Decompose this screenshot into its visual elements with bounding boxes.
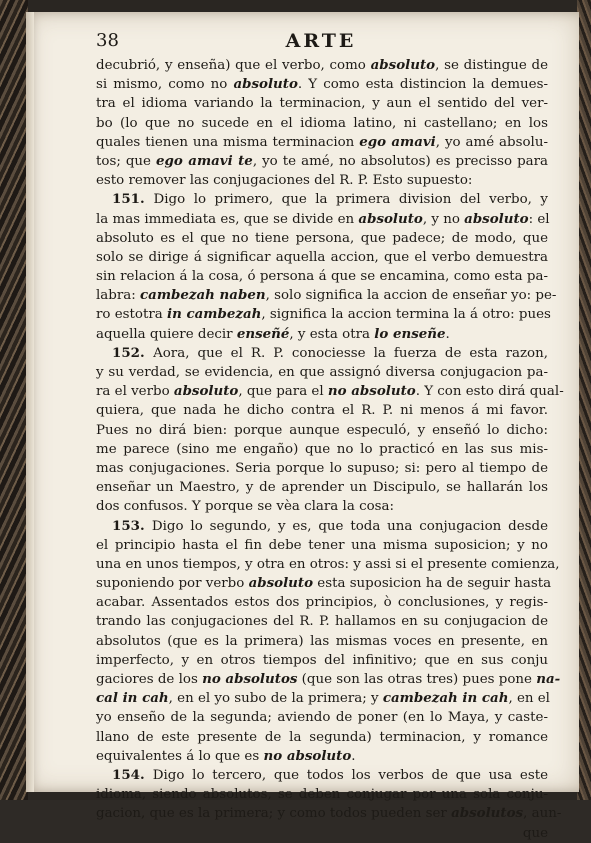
text-run: una en unos tiempos, y otra en otros: y assi si el presente comienza, — [96, 556, 560, 572]
text-run: , que para el — [238, 384, 328, 400]
text-run: dos confusos. Y porque se vèa clara la cosa: — [96, 499, 394, 515]
text-line — [96, 574, 552, 593]
text-run: tos; que — [96, 153, 157, 169]
text-line — [96, 632, 548, 651]
text-line — [96, 459, 548, 478]
text-run: . Y como esta distincion la demues- — [297, 77, 548, 93]
text-run: yo enseño de la segunda; aviendo de poner (en lo Maya, y caste- — [96, 710, 548, 726]
text-run: gaciores de los — [96, 672, 203, 687]
text-run: (que son las otras tres) pues pone — [297, 672, 537, 687]
body-text — [96, 56, 564, 843]
text-run: equivalentes á lo que es — [96, 748, 264, 764]
page-header — [96, 30, 546, 56]
text-line — [96, 689, 548, 708]
italic-term: no absolutos — [202, 671, 298, 687]
text-run: Digo lo primero, que la primera division del verbo, y — [153, 192, 548, 208]
italic-term: no absoluto — [327, 383, 416, 400]
italic-term: cambezah naben — [140, 287, 266, 304]
text-line — [96, 478, 548, 497]
text-run: bo (lo que no sucede en el idioma latino, ni castellano; en los — [96, 115, 548, 131]
text-line — [96, 210, 548, 229]
text-line — [96, 286, 557, 305]
text-run: ro estotra — [96, 307, 167, 323]
text-run: la mas immediata es, que se divide en — [96, 211, 359, 227]
text-run: Pues no dirá bien: porque aunque especuló, y enseñó lo dicho: — [96, 422, 548, 438]
text-run: que — [522, 825, 548, 841]
text-run: : el — [528, 211, 550, 227]
page-gutter — [26, 12, 34, 792]
text-line — [96, 421, 548, 440]
text-line — [96, 114, 548, 133]
text-run: si mismo, como no — [96, 77, 234, 93]
italic-term: absoluto — [464, 210, 529, 227]
text-run: solo se dirige á significar aquella accion, que el verbo demuestra — [96, 249, 548, 265]
text-run: . — [445, 326, 450, 342]
text-run: llano de este presente de la segunda) terminacion, y romance — [96, 729, 548, 745]
paragraph-number: 151. — [112, 191, 154, 208]
text-line — [96, 325, 548, 344]
marbled-endpaper-left — [0, 0, 28, 800]
text-line — [96, 248, 548, 267]
paragraph-number: 154. — [112, 766, 153, 783]
text-run: tra el idioma variando la terminacion, y aun el sentido del ver- — [96, 96, 548, 112]
text-line — [96, 824, 548, 843]
text-line — [96, 593, 548, 612]
text-run: labra: — [96, 288, 140, 304]
text-line — [96, 766, 548, 785]
text-run: trando las conjugaciones del R. P. hallamos en su conjugacion de — [96, 614, 548, 630]
text-line — [96, 190, 548, 209]
text-run: esta suposicion ha de seguir hasta — [313, 576, 552, 592]
text-run: quales tienen una misma terminacion — [96, 134, 360, 150]
text-run: decubrió, y enseña) que el verbo, como — [96, 58, 371, 73]
text-run: enseñar un Maestro, y de aprender un Discipulo, se hallarán los — [96, 480, 548, 496]
text-run: , y esta otra — [289, 326, 375, 342]
italic-term: ego amavi te — [156, 152, 253, 169]
italic-term: na- — [536, 671, 561, 687]
text-run: , en el yo subo de la primera; y — [168, 691, 383, 707]
italic-term: lo enseñe — [374, 325, 446, 342]
text-line — [96, 267, 548, 286]
text-line — [96, 344, 548, 363]
text-line — [96, 804, 562, 823]
text-line — [96, 382, 564, 401]
text-run: , se distingue de — [435, 58, 548, 73]
page-number: 38 — [96, 30, 119, 51]
text-run: , yo te amé, no absolutos) es precisso para — [252, 153, 549, 169]
text-run: . — [351, 748, 356, 764]
text-run: suponiendo por verbo — [96, 576, 249, 592]
text-line — [96, 363, 548, 382]
text-line — [96, 612, 548, 631]
text-run: , aun- — [523, 806, 562, 822]
italic-term: absolutos — [451, 805, 524, 822]
text-run: quiera, que nada he dicho contra el R. P. ni menos á mi favor. — [96, 403, 548, 419]
italic-term: absoluto — [173, 383, 239, 400]
text-line — [96, 94, 548, 113]
italic-term: absoluto — [358, 210, 423, 227]
text-run: gacion, que es la primera; y como todos pueden ser — [96, 806, 452, 822]
text-run: ra el verbo — [96, 384, 174, 400]
text-run: el principio hasta el fin debe tener una misma suposicion; y no — [96, 537, 548, 553]
text-run: . Y con esto dirá qual- — [415, 384, 564, 400]
text-run: esto remover las conjugaciones del R. P. Esto supuesto: — [96, 173, 473, 189]
italic-term: ego amavi — [359, 133, 436, 150]
text-line — [96, 440, 548, 459]
italic-term: no absoluto — [263, 747, 352, 764]
text-line — [96, 56, 548, 75]
text-line — [96, 75, 548, 94]
paragraph-number: 152. — [112, 344, 154, 361]
text-line — [96, 708, 548, 727]
text-run: y su verdad, se evidencia, en que assignó diversa conjugacion pa- — [96, 365, 548, 380]
text-line — [96, 651, 548, 670]
text-line — [96, 229, 548, 248]
text-run: sin relacion á la cosa, ó persona á que se encamina, como esta pa- — [96, 269, 548, 285]
text-run: Digo lo tercero, que todos los verbos de que usa este — [152, 767, 549, 783]
text-run: Digo lo segundo, y es, que toda una conjugacion desde — [151, 518, 548, 534]
text-line — [96, 152, 548, 171]
running-head: ARTE — [285, 30, 357, 52]
text-line — [96, 555, 560, 574]
italic-term: in cambezah — [166, 306, 262, 323]
text-run: Aora, que el R. P. conociesse la fuerza de esta razon, — [153, 345, 549, 361]
text-run: absoluto es el que no tiene persona, que padece; de modo, que — [96, 230, 548, 246]
text-line — [96, 747, 548, 766]
text-run: imperfecto, y en otros tiempos del infinitivo; que en sus conju — [96, 652, 548, 668]
italic-term: cambezah in cah — [382, 690, 509, 707]
text-line — [96, 728, 548, 747]
italic-term: absoluto — [233, 76, 298, 93]
italic-term: enseñé — [236, 325, 290, 342]
text-run: aquella quiere decir — [96, 326, 237, 342]
text-run: , solo significa la accion de enseñar yo: pe- — [265, 288, 557, 304]
text-run: , significa la accion termina la á otro: pues — [261, 307, 551, 323]
italic-term: absoluto — [370, 57, 436, 73]
text-line — [96, 133, 548, 152]
text-run: , y no — [422, 211, 465, 227]
text-line — [96, 785, 548, 804]
text-line — [96, 517, 548, 536]
text-run: mas conjugaciones. Seria porque lo supuso; si: pero al tiempo de — [96, 460, 548, 476]
paragraph-number: 153. — [112, 517, 152, 534]
text-run: idioma, siendo absolutos, se deben conjugar por una sola conju- — [96, 787, 548, 803]
text-line — [96, 305, 551, 324]
italic-term: cal in cah — [96, 690, 169, 707]
text-run: absolutos (que es la primera) las mismas voces en presente, en — [96, 633, 548, 649]
text-line — [96, 670, 561, 689]
italic-term: absoluto — [248, 575, 314, 592]
marbled-endpaper-right — [577, 0, 591, 800]
text-run: , yo amé absolu- — [435, 134, 548, 150]
text-run: acabar. Assentados estos dos principios, ò conclusiones, y regis- — [96, 595, 548, 611]
text-line — [96, 401, 548, 420]
text-line — [96, 171, 548, 190]
text-run: , en el — [508, 691, 550, 707]
text-line — [96, 536, 548, 555]
text-line — [96, 497, 548, 516]
text-run: me parece (sino me engaño) que no lo practicó en las sus mis- — [96, 441, 548, 457]
